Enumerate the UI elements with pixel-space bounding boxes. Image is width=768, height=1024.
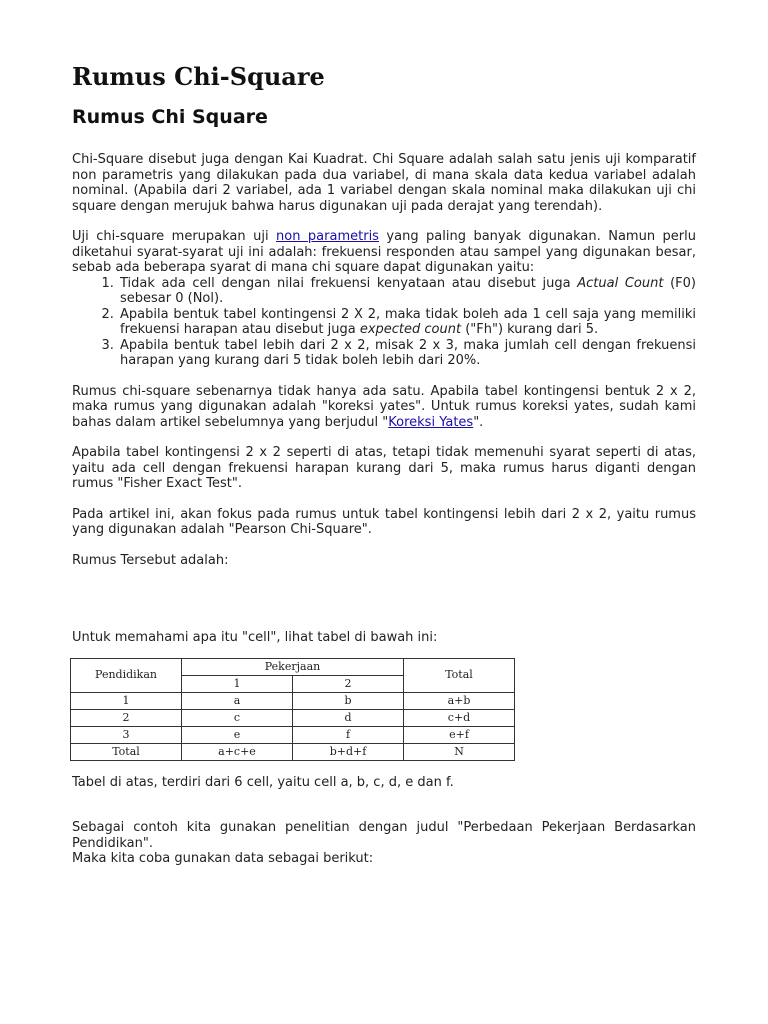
table-cell: 2 [71, 709, 182, 726]
table-cell: c+d [404, 709, 515, 726]
link-koreksi-yates[interactable]: Koreksi Yates [388, 414, 474, 430]
paragraph-contoh: Sebagai contoh kita gunakan penelitian dengan judul "Perbedaan Pekerjaan Berdasarkan Pendidikan". [72, 820, 696, 851]
table-cell: b+d+f [293, 743, 404, 760]
paragraph-fisher: Apabila tabel kontingensi 2 x 2 seperti di atas, tetapi tidak memenuhi syarat seperti di atas, yaitu ada cell dengan frekuensi harapan kurang dari 5, maka rumus harus diganti dengan rumus "Fisher Exact Test". [72, 445, 696, 491]
header-pekerjaan: Pekerjaan [182, 658, 404, 675]
paragraph-syarat: Uji chi-square merupakan uji non parametris yang paling banyak digunakan. Namun perlu diketahui syarat-syarat uji ini adalah: frekuensi responden atau sampel yang digunakan besar, sebab ada beberapa syarat di mana chi square dapat digunakan yaitu: [72, 229, 696, 275]
header-total: Total [404, 658, 515, 692]
table-cell: 1 [71, 692, 182, 709]
syarat-list [72, 276, 696, 369]
link-non-parametris[interactable]: non parametris [276, 229, 379, 244]
table-cell: c [182, 709, 293, 726]
paragraph-rumus: Rumus Tersebut adalah: [72, 552, 229, 568]
article [72, 60, 696, 867]
table-cell: e+f [404, 726, 515, 743]
table-cell: a [182, 692, 293, 709]
header-col-1: 1 [182, 675, 293, 692]
contingency-table [70, 658, 515, 761]
table-row [71, 743, 515, 760]
table-row [71, 726, 515, 743]
table-cell: b [293, 692, 404, 709]
table-cell: a+b [404, 692, 515, 709]
table-row [71, 692, 515, 709]
paragraph-pearson: Pada artikel ini, akan fokus pada rumus untuk tabel kontingensi lebih dari 2 x 2, yaitu rumus yang digunakan adalah "Pearson Chi-Square". [72, 506, 696, 537]
page-title: Rumus Chi-Square [72, 62, 325, 91]
table-cell: Total [71, 743, 182, 760]
list-item: 2. Apabila bentuk tabel kontingensi 2 X 2, maka tidak boleh ada 1 cell saja yang memiliki frekuensi harapan atau disebut juga expected count ("Fh") kurang dari 5. [118, 307, 696, 338]
table-row [71, 709, 515, 726]
paragraph-cell-count: Tabel di atas, terdiri dari 6 cell, yaitu cell a, b, c, d, e dan f. [72, 774, 454, 790]
table-cell: a+c+e [182, 743, 293, 760]
paragraph-data: Maka kita coba gunakan data sebagai berikut: [72, 851, 374, 866]
list-item: 1. Tidak ada cell dengan nilai frekuensi kenyataan atau disebut juga Actual Count (F0) sebesar 0 (Nol). [118, 276, 696, 307]
paragraph-koreksi-yates: Rumus chi-square sebenarnya tidak hanya ada satu. Apabila tabel kontingensi bentuk 2 x 2, maka rumus yang digunakan adalah "koreksi yates". Untuk rumus koreksi yates, sudah kami bahas dalam artikel sebelumnya yang berjudul "Koreksi Yates". [72, 383, 696, 430]
table-cell: d [293, 709, 404, 726]
paragraph-intro: Chi-Square disebut juga dengan Kai Kuadrat. Chi Square adalah salah satu jenis uji komparatif non parametris yang dilakukan pada dua variabel, di mana skala data kedua variabel adalah nominal. (Apabila dari 2 variabel, ada 1 variabel dengan skala nominal maka dilakukan uji chi square dengan merujuk bahwa harus digunakan uji pada derajat yang terendah). [72, 152, 696, 214]
formula-placeholder [72, 568, 696, 630]
header-pendidikan: Pendidikan [71, 658, 182, 692]
header-col-2: 2 [293, 675, 404, 692]
table-cell: f [293, 726, 404, 743]
section-title: Rumus Chi Square [72, 106, 268, 128]
table-cell: e [182, 726, 293, 743]
table-cell: 3 [71, 726, 182, 743]
paragraph-cell-intro: Untuk memahami apa itu "cell", lihat tabel di bawah ini: [72, 630, 438, 645]
table-cell: N [404, 743, 515, 760]
list-item: 3. Apabila bentuk tabel lebih dari 2 x 2, misak 2 x 3, maka jumlah cell dengan frekuensi harapan yang kurang dari 5 tidak boleh lebih dari 20%. [118, 338, 696, 369]
